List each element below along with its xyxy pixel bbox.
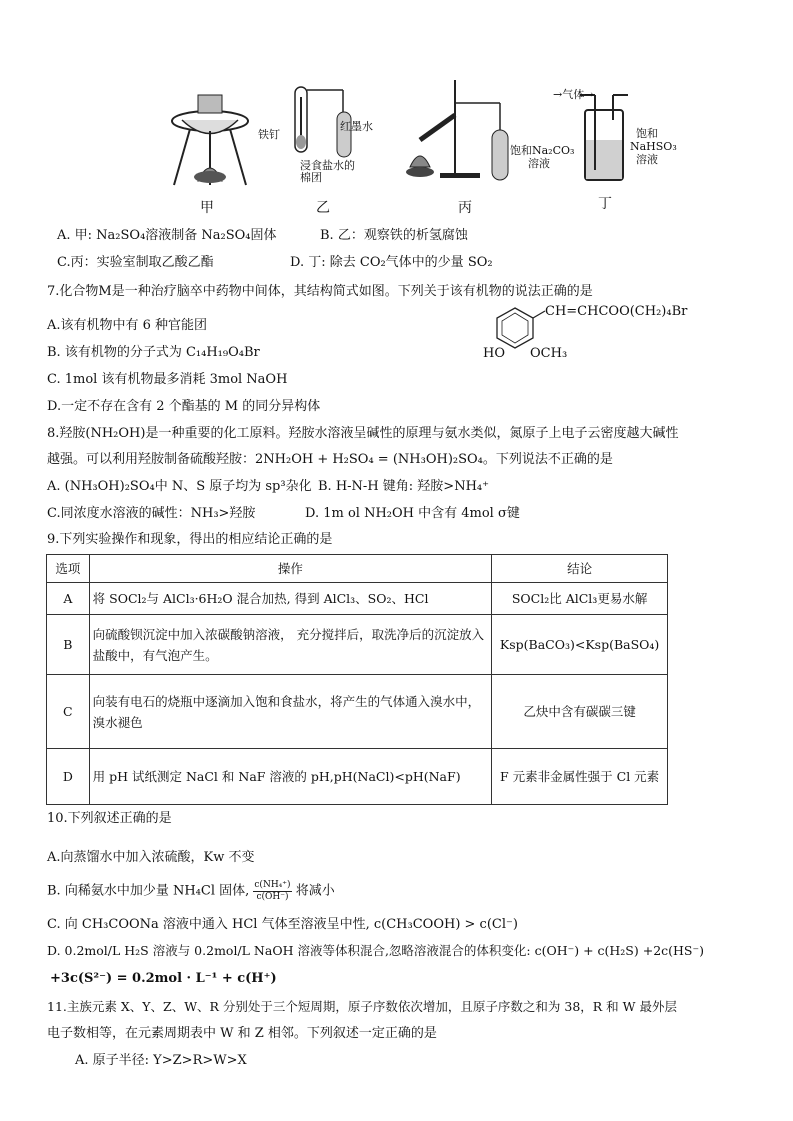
q10-option-b-prefix: B. 向稀氨水中加少量 NH₄Cl 固体,	[47, 883, 250, 899]
row-a-conclusion: SOCl₂比 AlCl₃更易水解	[492, 583, 668, 615]
q8-option-a: A. (NH₃OH)₂SO₄中 N、S 原子均为 sp³杂化	[47, 479, 312, 494]
ding-label-line3: 溶液	[636, 153, 658, 166]
q6-option-a: A. 甲: Na₂SO₄溶液制备 Na₂SO₄固体	[57, 228, 277, 243]
ding-label-gas: →气体→	[553, 88, 594, 101]
row-c-conclusion: 乙炔中含有碳碳三键	[492, 675, 668, 749]
q9-stem: 9.下列实验操作和现象，得出的相应结论正确的是	[47, 532, 333, 547]
row-b-conclusion: Ksp(BaCO₃)<Ksp(BaSO₄)	[492, 615, 668, 675]
figure-bing-apparatus	[400, 75, 515, 185]
row-a-operation: 将 SOCl₂与 AlCl₃·6H₂O 混合加热, 得到 AlCl₃、SO₂、HCl	[89, 583, 492, 615]
figure-label-ding: 丁	[598, 196, 612, 212]
q7-struct-och3: OCH₃	[530, 346, 568, 361]
table-row	[47, 749, 668, 805]
q9-table	[46, 554, 668, 805]
yi-label-hongmoshui: 红墨水	[340, 120, 373, 133]
fraction-numerator: c(NH₄⁺)	[254, 880, 291, 890]
q8-option-b: B. H-N-H 键角: 羟胺>NH₄⁺	[318, 479, 489, 494]
q10-option-b-suffix: 将减小	[295, 883, 335, 899]
figure-ding-apparatus	[580, 90, 630, 190]
bing-label-line1: 饱和Na₂CO₃	[510, 144, 575, 157]
q10-option-d-line2: +3c(S²⁻) = 0.2mol · L⁻¹ + c(H⁺)	[50, 971, 277, 986]
table-row	[47, 675, 668, 749]
q8-stem-line2: 越强。可以利用羟胺制备硫酸羟胺：2NH₂OH + H₂SO₄ = (NH₃OH)₂SO₄。下列说法不正确的是	[47, 452, 613, 467]
q7-option-c: C. 1mol 该有机物最多消耗 3mol NaOH	[47, 372, 288, 387]
q10-stem: 10.下列叙述正确的是	[47, 811, 172, 826]
table-header-row	[47, 555, 668, 583]
figure-jia-apparatus	[160, 85, 260, 195]
q10-option-b	[47, 880, 335, 903]
ding-label-line2: NaHSO₃	[630, 140, 677, 153]
q6-option-b: B. 乙：观察铁的析氢腐蚀	[320, 228, 468, 243]
row-b-operation: 向硫酸钡沉淀中加入浓碳酸钠溶液， 充分搅拌后，取洗净后的沉淀放入盐酸中，有气泡产生。	[89, 615, 492, 675]
row-d-option: D	[47, 749, 90, 805]
q11-option-a: A. 原子半径: Y>Z>R>W>X	[75, 1053, 247, 1068]
row-d-conclusion: F 元素非金属性强于 Cl 元素	[492, 749, 668, 805]
q10-option-a: A.向蒸馏水中加入浓硫酸，Kw 不变	[47, 850, 255, 865]
q7-option-a: A.该有机物中有 6 种官能团	[47, 318, 208, 333]
q10-option-d-line1: D. 0.2mol/L H₂S 溶液与 0.2mol/L NaOH 溶液等体积混合,忽略溶液混合的体积变化: c(OH⁻) + c(H₂S) +2c(HS⁻)	[47, 943, 704, 958]
table-row	[47, 583, 668, 615]
header-conclusion: 结论	[492, 555, 668, 583]
figure-label-bing: 丙	[458, 200, 472, 216]
q7-option-d: D.一定不存在含有 2 个酯基的 M 的同分异构体	[47, 399, 321, 414]
q8-option-d: D. 1m ol NH₂OH 中含有 4mol σ键	[305, 506, 520, 521]
header-option: 选项	[47, 555, 90, 583]
q6-option-d: D. 丁: 除去 CO₂气体中的少量 SO₂	[290, 255, 493, 270]
row-c-option: C	[47, 675, 90, 749]
header-operation: 操作	[89, 555, 492, 583]
q8-stem-line1: 8.羟胺(NH₂OH)是一种重要的化工原料。羟胺水溶液呈碱性的原理与氨水类似，氮原子上电子云密度越大碱性	[47, 426, 679, 441]
q10-option-c: C. 向 CH₃COONa 溶液中通入 HCl 气体至溶液呈中性, c(CH₃COOH) > c(Cl⁻)	[47, 917, 518, 932]
q7-stem: 7.化合物M是一种治疗脑卒中药物中间体，其结构简式如图。下列关于该有机物的说法正确的是	[47, 284, 593, 299]
q7-struct-chain: CH=CHCOO(CH₂)₄Br	[545, 304, 688, 319]
q7-option-b: B. 该有机物的分子式为 C₁₄H₁₉O₄Br	[47, 345, 260, 360]
figure-label-jia: 甲	[200, 200, 214, 216]
q11-stem-line1: 11.主族元素 X、Y、Z、W、R 分别处于三个短周期，原子序数依次增加，且原子序数之和为 38，R 和 W 最外层	[47, 999, 677, 1014]
q8-option-c: C.同浓度水溶液的碱性：NH₃>羟胺	[47, 506, 256, 521]
row-c-operation: 向装有电石的烧瓶中逐滴加入饱和食盐水，将产生的气体通入溴水中，溴水褪色	[89, 675, 492, 749]
q10-option-b-fraction	[253, 880, 291, 903]
ding-label-line1: 饱和	[636, 127, 658, 140]
figure-label-yi: 乙	[316, 200, 330, 216]
bing-label-line2: 溶液	[528, 157, 550, 170]
row-b-option: B	[47, 615, 90, 675]
q11-stem-line2: 电子数相等，在元素周期表中 W 和 Z 相邻。下列叙述一定正确的是	[47, 1026, 437, 1041]
row-a-option: A	[47, 583, 90, 615]
q7-struct-ho: HO	[483, 346, 505, 361]
yi-label-bottom: 浸食盐水的棉团	[300, 159, 355, 184]
table-row	[47, 615, 668, 675]
fraction-denominator: c(OH⁻)	[256, 892, 289, 902]
row-d-operation: 用 pH 试纸测定 NaCl 和 NaF 溶液的 pH,pH(NaCl)<pH(NaF)	[89, 749, 492, 805]
q6-option-c: C.丙：实验室制取乙酸乙酯	[57, 255, 214, 270]
yi-label-tieding: 铁钉	[258, 128, 280, 141]
